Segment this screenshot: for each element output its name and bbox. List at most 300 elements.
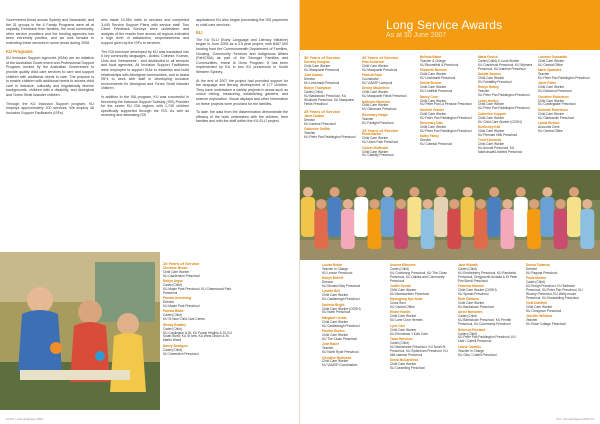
recipient-role: Cadet (Child) — [304, 90, 323, 95]
recipient-place: KU SI Now Child Care Centre — [163, 317, 205, 322]
award-entry — [362, 114, 418, 126]
recipient-name: Denise McAndrew — [362, 86, 390, 91]
award-entry — [362, 61, 418, 73]
award-entry — [163, 267, 233, 279]
award-entry — [478, 86, 534, 98]
section-heading: KU Programs — [6, 48, 33, 54]
recipient-name: Dorothy Douglas — [304, 59, 330, 64]
recipient-place: KU Lane Cove Hermes — [390, 318, 423, 323]
award-entry — [390, 325, 454, 337]
recipient-role: Cadet (Child) — [390, 340, 409, 345]
section-heading: ELI — [196, 30, 203, 36]
award-entry — [390, 311, 454, 323]
person-head — [449, 199, 459, 209]
recipient-place: KU Peter Pan Paddington Preschool — [538, 76, 590, 81]
recipient-name: Marie Sparades — [538, 68, 562, 73]
award-entry — [163, 324, 233, 344]
recipient-place: KU Bankstown Preschool — [458, 305, 494, 310]
recipient-name: Robyn Halsey — [478, 85, 500, 90]
recipient-name: Christine Brown — [163, 265, 188, 270]
recipient-place: KU Peter Pan Paddington Preschool — [304, 134, 356, 139]
recipient-place: KU Central Office — [538, 128, 563, 133]
recipient-place: KU Peter Pan Paddington Preschool — [420, 115, 472, 120]
paragraph: applications KU also began processing the ISS payments to child care services. — [196, 18, 288, 27]
recipient-role: Director — [526, 266, 538, 271]
recipient-name: Louise Butler — [322, 263, 343, 267]
recipient-place: KU Child Care Worker (OOSH) — [478, 119, 522, 124]
award-entry — [322, 330, 386, 342]
left-col-1 — [6, 18, 94, 119]
recipient-role: Child Care Worker — [478, 128, 505, 133]
recipient-name: Sanjita Sayano — [478, 72, 501, 77]
recipient-place: KU Gladesville Preschool — [538, 115, 574, 120]
paragraph: In addition to the ISA program, KU was successful in becoming the Inclusion Support Subsidy (ISS) Provider for the seven KU ISA regions with 1,749 children specifically supported through the ISS. As well as receiving and assessing ISS — [101, 94, 189, 118]
person-body — [527, 209, 541, 249]
award-entry — [163, 297, 233, 309]
recipient-place: KU Macquarie Preschool — [362, 67, 398, 72]
award-entry — [478, 113, 534, 125]
recipient-name: Rebecca Freeland — [458, 327, 486, 332]
recipient-place: KU Fairlight Preschool — [362, 120, 394, 125]
recipient-role: Child Care Worker (OOSH) — [458, 287, 497, 292]
recipient-role: Director — [322, 280, 334, 285]
recipient-role: Child Care Worker — [362, 63, 389, 68]
recipient-place: KU Greenwich Preschool — [163, 351, 199, 356]
recipient-name: Laurie Cantello — [458, 344, 482, 349]
award-entry — [538, 82, 594, 94]
recipient-place: KU Monash Bay Preschool — [322, 284, 361, 289]
recipient-place: KU Glenmore Preschool — [362, 107, 397, 112]
recipient-name: Paula Morton — [526, 276, 547, 281]
left-award-column — [163, 262, 233, 358]
person-body — [447, 209, 461, 249]
person-head — [383, 187, 393, 197]
award-entry — [322, 357, 386, 369]
paragraph: At the end of 2007 the project had provided support for the language and literacy development of 177 children. They have undertaken a variety projects in areas such as colour mixing, measuring, establishing gardens, and science exploration. Visual displays and other information on these projects were provided for the families. — [196, 78, 288, 106]
award-entry — [526, 277, 590, 300]
recipient-role: Child Care Worker — [390, 287, 417, 292]
recipient-name: Myongjang Hyo Sook — [390, 297, 423, 302]
award-entry — [478, 100, 534, 112]
recipient-place: KU Maple Park Preschool — [163, 304, 200, 309]
award-entry — [458, 264, 522, 284]
recipient-role: Teacher — [526, 318, 538, 323]
recipient-role: Teacher — [362, 116, 374, 121]
person-head — [542, 187, 552, 197]
recipient-name: Donna Tubanka — [526, 263, 550, 267]
recipient-name: Danielle Gunkel — [420, 107, 444, 112]
recipient-name: Deborah Robertson — [538, 107, 568, 112]
recipient-name: Patricia Rose — [362, 73, 383, 78]
person-head — [370, 199, 380, 209]
paragraph: Through the KU Inclusion Support program, KU employs approximately 200 services. We employ 46 Inclusion Support Facilitators (ISFs) — [6, 101, 94, 115]
recipient-name: Andrea Elbourne — [390, 263, 416, 267]
paragraph: who made 10,564 visits to services and completed 3,445 Service Support Plans with service staff. Two Client Feedback Surveys were undertaken and analysis of the results from across all regions indicated a high level of satisfaction, responsiveness and support given by the ISFs to services. — [101, 18, 189, 45]
recipient-name: Colleen Bullivant — [362, 145, 388, 150]
recipient-place: KU Leonor Preschool — [322, 270, 353, 275]
recipient-place: KU Earlwood Preschool — [538, 89, 572, 94]
recipient-name: Paula Barker — [362, 132, 382, 137]
recipient-name: Diana McCandless — [390, 357, 419, 362]
recipient-name: Nancy Brazigere — [163, 343, 188, 348]
award-entry — [538, 69, 594, 81]
recipient-role: Child Care Worker — [538, 111, 565, 116]
paragraph: KU Inclusion Support Agencies (ISAs) are an initiative of the Australian Government and Professional Support Program, funded by the Australian Government to provide quality child care services to care and support children with additional needs in care. The purpose is to enable children with additional needs to access child care in inclusive, culturally and linguistically diverse backgrounds, children with a disability, and Aboriginal and Torres Strait Islander children. — [6, 56, 94, 97]
person-head — [503, 199, 513, 209]
person-body — [514, 197, 528, 237]
recipient-name: Dahlia Bonner — [420, 81, 442, 86]
recipient-role: Child Care Worker — [458, 301, 485, 306]
award-entry — [526, 315, 590, 327]
recipient-place: KU The Cluan Preschool — [322, 336, 358, 341]
recipient-place: KU Bankstown Preschool, KU Penrith Preschool, KU Community Preschool — [458, 318, 512, 327]
person-head — [516, 187, 526, 197]
recipient-role: Director — [304, 77, 316, 82]
award-entry — [458, 285, 522, 297]
award-column — [390, 264, 454, 372]
award-entry — [304, 87, 360, 107]
person-head — [330, 187, 340, 197]
service-year-heading: 25 Years of Service — [304, 108, 341, 114]
recipient-name: Robyn Birkett — [322, 276, 343, 281]
recipient-role: Child Care Worker — [478, 102, 505, 107]
recipient-role: Director — [163, 300, 175, 305]
recipient-name: Kimberley Kibi — [478, 125, 501, 129]
recipient-place: KU Castlereagh Preschool — [322, 297, 360, 302]
award-entry — [420, 109, 476, 121]
award-entry — [458, 298, 522, 310]
person-body — [301, 197, 315, 237]
recipient-place: KU Girls / Cabrill Preschool — [458, 352, 497, 357]
recipient-place: KU Rose Cottage Preschool — [526, 322, 566, 327]
recipient-role: Child Care Worker — [322, 293, 349, 298]
recipient-role: Child Care Worker — [362, 149, 389, 154]
recipient-place: KU Marnworthen Preschool — [390, 291, 429, 296]
award-entry — [390, 359, 454, 371]
award-entry — [322, 343, 386, 355]
paragraph: The KU ELLI (Early Language and Literacy Initiative) began in June 2005 as a 3.5 year project, with $487,000 funding from the Commonwealth Department of Families, Housing, Community Services and Indigenous Affairs (FaHCSIA) as part of the Stronger Families and Communities, Invest to Grow Program. It has been implemented by KU in two KU preschools in South Western Sydney. — [196, 37, 288, 74]
award-entry — [478, 56, 534, 72]
recipient-role: Cadet (Child) — [163, 326, 182, 331]
recipient-name: Ruth Gibbons — [458, 297, 480, 302]
person-body — [394, 209, 408, 249]
recipient-name: Catherine Kuppett — [478, 111, 506, 116]
recipient-role: Child Care Worker — [420, 72, 447, 77]
recipient-role: Coordinator — [362, 77, 379, 82]
recipient-place: KU VIA/ISP Liverpool — [362, 80, 393, 85]
award-column — [362, 56, 418, 160]
recipient-place: KU Annual Preschool, KU Marrickvale/Lindfield Preschool — [478, 146, 523, 154]
recipient-place: KU Peter Pan Paddington Preschool — [420, 128, 472, 133]
recipient-name: Robyn Thompson — [304, 86, 332, 91]
person-body — [474, 209, 488, 249]
recipient-name: Kathleen Morrison — [362, 99, 390, 104]
person-body — [328, 197, 342, 237]
recipient-name: Rosemary Dale — [420, 121, 444, 126]
recipient-role: Child Care Worker — [526, 305, 553, 310]
recipient-role: Child Care Worker — [362, 90, 389, 95]
award-entry — [362, 87, 418, 99]
person-head — [582, 199, 592, 209]
person-head — [556, 199, 566, 209]
recipient-name: Lynda Welson — [538, 121, 560, 126]
person-head — [396, 199, 406, 209]
recipient-place: KU Peter Pan Paddington Preschool — [478, 106, 530, 111]
recipient-place: KU Leichhardt Preschool — [304, 80, 340, 85]
recipient-role: Child Care Worker — [322, 359, 349, 364]
recipient-place: KU Cowlington & St, KU Forest Heights & St, KU South Burra, KU St Ives, KU West Lindon & St Martin Wood — [163, 330, 232, 343]
person-body — [434, 197, 448, 237]
recipient-name: Lynn Carr — [390, 323, 405, 328]
recipient-role: Cadet (Child) & Local Worker — [478, 58, 520, 63]
recipient-place: KU Cottesal Preschool — [420, 142, 453, 147]
right-page — [300, 0, 600, 424]
recipient-place: KU Caddendon Preschool — [163, 273, 200, 278]
recipient-role: Teacher — [322, 346, 334, 351]
award-entry — [322, 304, 386, 316]
award-entry — [478, 73, 534, 85]
award-entry — [420, 69, 476, 81]
recipient-name: Margaret Corbin — [322, 315, 347, 320]
recipient-role: Child Care Worker — [163, 269, 190, 274]
recipient-role: Child Care Worker — [420, 98, 447, 103]
recipient-role: Teacher in Charge — [458, 348, 485, 353]
person-head — [409, 187, 419, 197]
award-column — [420, 56, 476, 149]
recipient-role: Director — [304, 117, 316, 122]
recipient-role: Cadet (Child) — [163, 313, 182, 318]
recipient-role: Child Care Worker — [420, 125, 447, 129]
person-head — [343, 199, 353, 209]
paragraph: Government Areas across Sydney and Newcastle, and the 31 groups in the 6 Family Programs were all at capacity. Feedback from families, the local community, other service providers and the funding agencies has been extremely positive, and we look forward to extending these services in some areas during 2008. — [6, 18, 94, 45]
award-entry — [420, 96, 476, 108]
person-body — [487, 197, 501, 237]
service-year-heading: 10 Years of Service — [163, 261, 200, 266]
recipient-place: KU VIA/ISP Coordination — [322, 363, 358, 368]
award-entry — [458, 311, 522, 327]
recipient-name: Leslie Hartley — [478, 98, 499, 103]
recipient-role: Child Care Worker — [478, 115, 505, 120]
recipient-role: Child Care Worker (OOSH) — [322, 306, 361, 311]
award-entry — [304, 115, 360, 127]
person-head — [423, 199, 433, 209]
recipient-name: Elizabeth Bunnon — [420, 68, 447, 73]
recipient-role: Child Care Worker — [538, 98, 565, 103]
award-entry — [538, 56, 594, 68]
title-banner — [300, 0, 600, 50]
recipient-role: Cross Sect — [390, 301, 406, 306]
award-entry — [163, 280, 233, 296]
award-entry — [420, 135, 476, 147]
award-entry — [322, 277, 386, 289]
person-head — [316, 199, 326, 209]
person-body — [567, 197, 581, 237]
recipient-role: Child Care Worker — [322, 333, 349, 337]
award-entry — [163, 310, 233, 322]
recipient-place: KU Crosgrove Preschool — [526, 308, 562, 313]
person-body — [554, 209, 568, 249]
recipient-place: KU Peter Pan Paddington Preschool, KU Lisle / Cabrill Preschool — [458, 335, 516, 344]
award-entry — [420, 56, 476, 68]
person-head — [569, 187, 579, 197]
recipient-name: Jennifer Williams — [526, 314, 553, 319]
person-head — [476, 199, 486, 209]
recipient-place: KU Enshinkerry Preschool, KU Randwick Preschool, Gregyworth Arcadia & St Peter Pan Bondi Preschool — [458, 270, 518, 283]
person-head — [303, 187, 313, 197]
page-subtitle: As at 30 June 2007 — [386, 32, 447, 39]
award-entry — [526, 302, 590, 314]
recipient-role: Child Care Worker — [420, 85, 447, 90]
recipient-name: Christine Bratiessa — [322, 355, 352, 360]
recipient-name: Maria Dovich — [478, 55, 498, 59]
award-entry — [322, 317, 386, 329]
award-entry — [420, 82, 476, 94]
group-photo-art — [300, 170, 600, 260]
recipient-name: Belinda Baker — [420, 55, 442, 59]
children-photo — [0, 252, 160, 410]
recipient-role: Child Care Worker — [420, 111, 447, 116]
page-title: Long Service Awards — [386, 18, 503, 32]
award-entry — [362, 74, 418, 86]
recipient-place: KU Ivanhoe Preschool — [304, 121, 336, 126]
recipient-role: Teacher & Charge — [420, 58, 446, 63]
recipient-name: Janet Potter — [538, 81, 557, 86]
award-entry — [304, 61, 360, 73]
award-entry — [322, 290, 386, 302]
recipient-role: Cadet (Child) — [526, 280, 545, 285]
recipient-role: Child Care Worker — [390, 361, 417, 366]
recipient-name: Nancy Coor — [420, 94, 438, 99]
recipient-place: KU Cranbrook Preschool, KU Wymera Preschool, KU Ivanhoe Preschool — [478, 62, 533, 71]
recipient-place: KU Cowlingdale Preschool — [538, 102, 576, 107]
person-head — [436, 187, 446, 197]
recipient-place: KU Cootbrong Preschool, KU The Cluan Preschool, KU Oaklea and Community Preschool — [390, 270, 447, 283]
recipient-place: KU Cabbilly Preschool — [362, 153, 394, 158]
person-body — [421, 209, 435, 249]
recipient-place: KU Leichhardt Preschool — [420, 76, 456, 81]
award-entry — [526, 264, 590, 276]
left-col-2 — [101, 18, 189, 122]
award-entry — [362, 101, 418, 113]
award-entry — [362, 147, 418, 159]
person-body — [461, 197, 475, 237]
award-column — [322, 264, 386, 370]
recipient-place: KU Bankstown Preschool, KU Woollcott Preschool, KU Macquarie Fields Preschool — [304, 94, 355, 106]
award-entry — [322, 264, 386, 276]
recipient-place: KU Castlereagh Preschool — [322, 323, 360, 328]
award-entry — [538, 122, 594, 134]
person-body — [354, 197, 368, 237]
recipient-place: KU Marrickvale Preschool, KU North St Preschool, KU Sydenham Preschool, KU Mid-valence Preschool — [390, 344, 448, 357]
award-column — [304, 56, 360, 141]
recipient-role: Cadet (Child) — [458, 314, 477, 319]
recipient-role: Cadet (Child) — [458, 266, 477, 271]
award-entry — [304, 74, 360, 86]
person-body — [314, 209, 328, 249]
recipient-name: Trudi Edmonds — [478, 138, 502, 143]
recipient-place: KU Coraniting Preschool — [390, 365, 425, 370]
service-year-heading: 20 Years of Service — [362, 55, 399, 60]
recipient-name: Christine Robertson — [538, 94, 569, 99]
service-year-heading: 15 Years of Service — [362, 127, 399, 133]
recipient-name: Lynette Bell — [322, 289, 340, 294]
page-footer-right: KU • Annual Report 2007 11 — [556, 417, 594, 421]
award-entry — [420, 122, 476, 134]
award-entry — [362, 133, 418, 145]
award-entry — [538, 109, 594, 121]
award-entry — [538, 96, 594, 108]
recipient-name: Judith Gerald — [390, 284, 411, 289]
recipient-place: KU Erinnshaw 1 Kids Care — [390, 331, 428, 336]
recipient-name: Francine Mizsmil — [458, 284, 484, 289]
award-entry — [390, 338, 454, 358]
person-head — [463, 187, 473, 197]
recipient-place: KU Lindfield Preschool — [420, 89, 453, 94]
recipient-role: Child Care Worker — [322, 319, 349, 324]
recipient-name: Annie Mohamen — [458, 310, 483, 315]
recipient-role: Teacher in Charge — [322, 266, 349, 271]
recipient-role: Teacher — [304, 130, 316, 135]
page-footer-left: 10 KU • Annual Report 2007 — [6, 417, 44, 421]
recipient-place: KU Pagona Preschool — [526, 270, 558, 275]
award-entry — [478, 139, 534, 155]
person-head — [489, 187, 499, 197]
recipient-name: Pauline Burton — [322, 329, 345, 334]
recipient-name: Pam Anderson — [362, 59, 385, 64]
recipient-place: KU Fairfaffey Preschool — [478, 79, 512, 84]
recipient-role: Teacher — [538, 72, 550, 77]
recipient-role: Cadet (Child) — [163, 283, 182, 288]
recipient-name: Robyn Argue — [163, 279, 183, 284]
recipient-name: Pamela Armstrong — [163, 296, 192, 301]
recipient-name: Elaine Hunter — [390, 310, 411, 315]
children-photo-art — [0, 252, 160, 410]
recipient-name: Tania Harvison — [390, 336, 413, 341]
recipient-place: KU North Preschool — [322, 310, 351, 315]
award-entry — [390, 298, 454, 310]
recipient-role: Child Care Worker — [390, 314, 417, 319]
paragraph: The ISA brochure developed by KU was translated into 5 key community languages - Arabic, Chinese, Korean, Urdu and Vietnamese - and distributed to all services and local agencies. All Inclusion Support Facilitators were employed to support ISAs to establish and build relationships with Aboriginal communities, and to assist ISFs to work with staff in developing inclusive environments for Aboriginal and Torres Strait Islander children. — [101, 49, 189, 91]
person-body — [368, 209, 382, 249]
recipient-name: Wendy Bradley — [163, 322, 186, 327]
recipient-role: Director — [420, 138, 432, 143]
recipient-role: Cadet (Child) — [163, 347, 182, 352]
recipient-name: Pamela Blake — [163, 309, 184, 314]
recipient-role: Child Care Worker — [362, 136, 389, 141]
recipient-place: KU Peter Pan La Perouse Preschool — [420, 102, 472, 107]
person-body — [580, 209, 594, 249]
recipient-name: Rosemary Heape — [362, 112, 388, 117]
recipient-role: Child Care Worker — [304, 63, 331, 68]
recipient-role: Child Care Worker — [390, 327, 417, 332]
recipient-place: KU Enrigh Preschool, KU Bellmont Preschool, KU Peter Pan Preschool, KU Woonly Preschool, KU Welly mount Preschool, KU Kirrawelling Preschool — [526, 284, 583, 300]
person-head — [356, 187, 366, 197]
award-column — [478, 56, 534, 156]
award-entry — [458, 346, 522, 358]
recipient-place: KU Central Office — [538, 62, 563, 67]
recipient-place: KU Central Office — [390, 305, 415, 310]
person-body — [501, 209, 515, 249]
recipient-role: Cadet (Child) — [390, 266, 409, 271]
recipient-name: Julie Baker — [322, 342, 340, 347]
award-column — [458, 264, 522, 359]
recipient-role: Child Care Worker — [478, 142, 505, 147]
recipient-name: Jane Michalk — [458, 263, 478, 267]
paragraph: To date, the data from the dissemination demonstrate the efficacy of the work undertaken with the children, their families and with the staff within the KU ELLI project. — [196, 110, 288, 124]
person-body — [540, 197, 554, 237]
group-photo — [300, 170, 600, 260]
recipient-role: Child Care Worker — [362, 103, 389, 108]
